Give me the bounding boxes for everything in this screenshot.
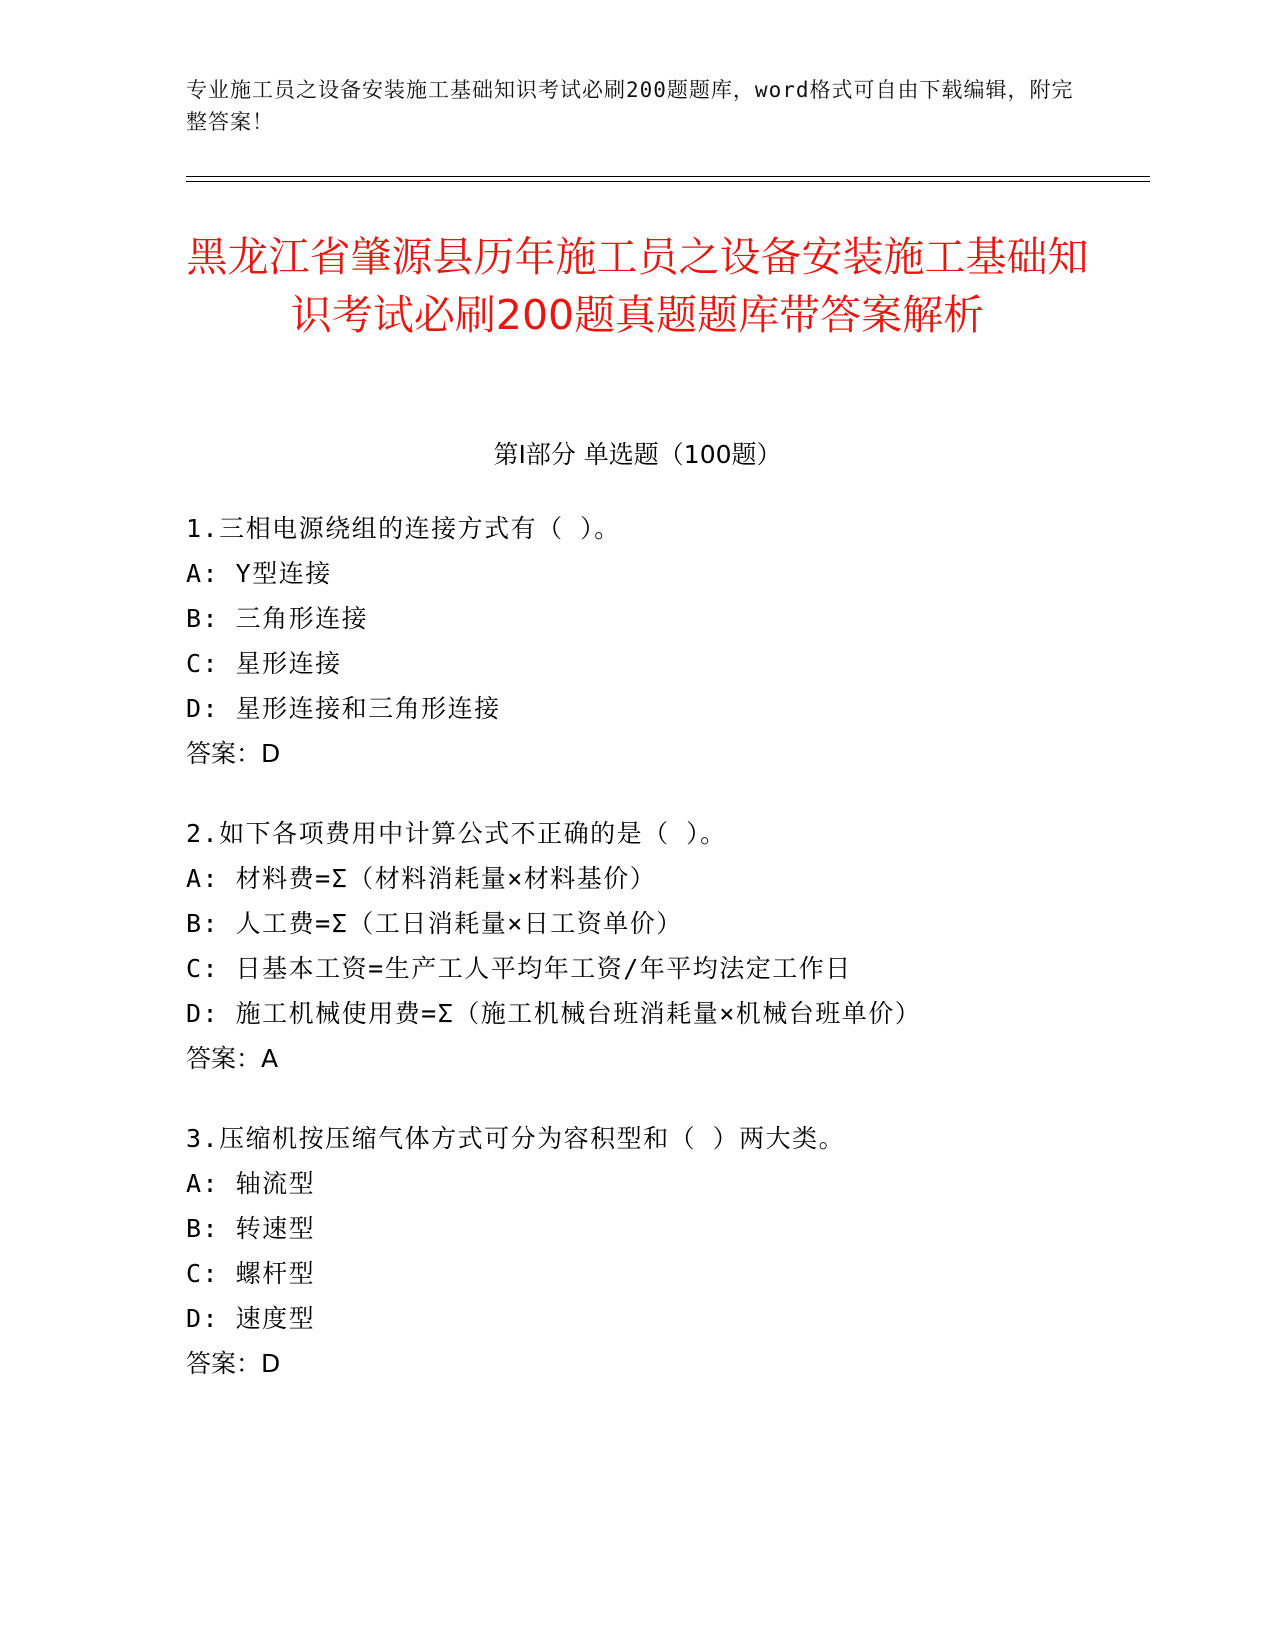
option-d: D: 星形连接和三角形连接 [186,694,501,723]
answer-line [186,731,1136,776]
answer-line [186,1036,1136,1081]
question-stem: 3.压缩机按压缩气体方式可分为容积型和（ ）两大类。 [186,1124,846,1153]
option-b: B: 人工费=Σ（工日消耗量×日工资单价） [186,909,683,938]
header-divider-thin [186,181,1150,182]
header-divider-thick [186,176,1150,177]
answer-label: 答案： [186,1349,262,1378]
section-title: 第Ⅰ部分 单选题（100题） [493,440,782,469]
answer-value: D [261,739,281,768]
option-c: C: 星形连接 [186,649,342,678]
option-b: B: 三角形连接 [186,604,369,633]
answer-value: A [261,1044,279,1073]
option-d: D: 速度型 [186,1304,316,1333]
document-title: 黑龙江省肇源县历年施工员之设备安装施工基础知识考试必刷200题真题题库带答案解析 [186,233,1089,339]
question-stem: 1.三相电源绕组的连接方式有（ ）。 [186,514,621,543]
answer-value: D [261,1349,281,1378]
question-3 [186,1116,1136,1386]
option-a: A: Y型连接 [186,559,332,588]
option-b: B: 转速型 [186,1214,316,1243]
question-1 [186,506,1136,776]
option-a: A: 材料费=Σ（材料消耗量×材料基价） [186,864,657,893]
question-2 [186,811,1136,1081]
option-d: D: 施工机械使用费=Σ（施工机械台班消耗量×机械台班单价） [186,999,922,1028]
answer-label: 答案： [186,739,262,768]
answer-label: 答案： [186,1044,262,1073]
option-c: C: 日基本工资=生产工人平均年工资/年平均法定工作日 [186,954,852,983]
question-stem: 2.如下各项费用中计算公式不正确的是（ ）。 [186,819,727,848]
option-a: A: 轴流型 [186,1169,316,1198]
header-note: 专业施工员之设备安装施工基础知识考试必刷200题题库，word格式可自由下载编辑，附完整答案！ [186,78,1074,134]
option-c: C: 螺杆型 [186,1259,316,1288]
answer-line [186,1341,1136,1386]
